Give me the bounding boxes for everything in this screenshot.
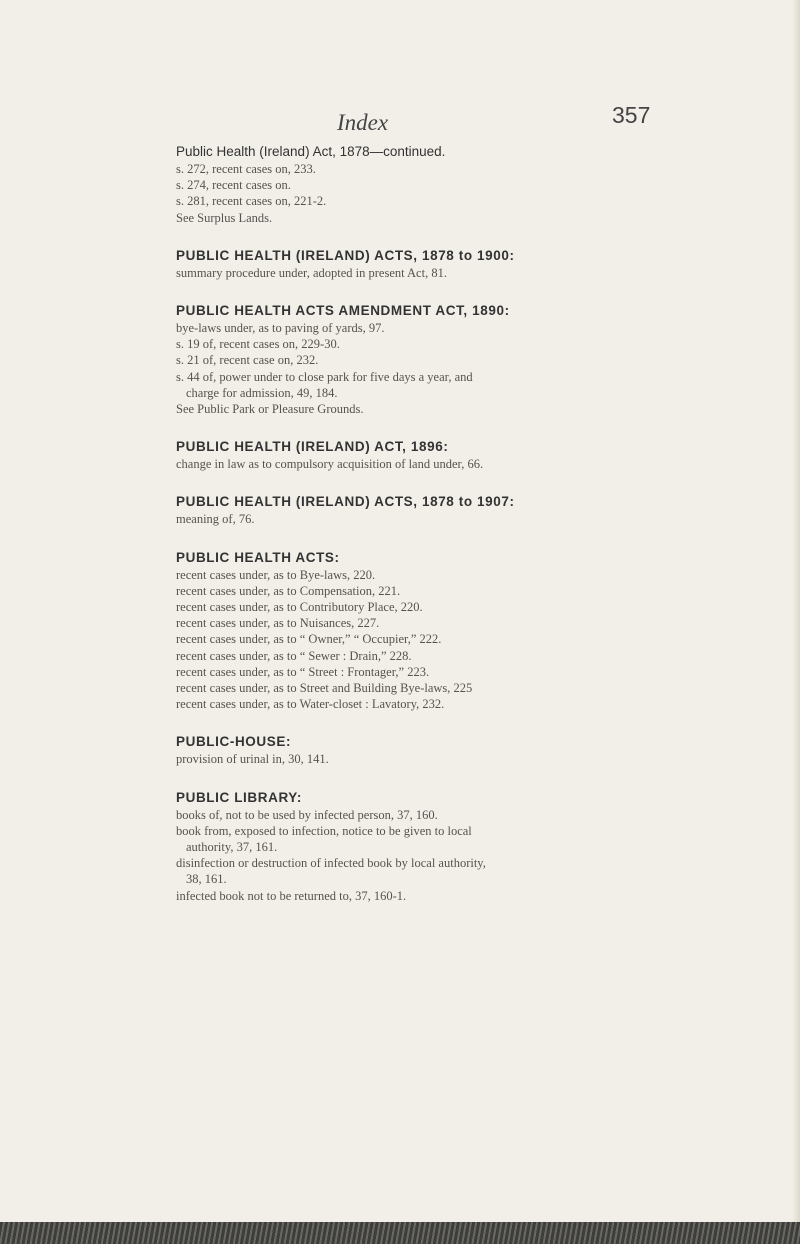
index-entry	[176, 734, 736, 767]
entry-heading: PUBLIC HEALTH ACTS AMENDMENT ACT, 1890:	[176, 303, 510, 319]
entry-line: books of, not to be used by infected person, 37, 160.	[176, 807, 438, 822]
entry-line: s. 281, recent cases on, 221-2.	[176, 194, 327, 209]
index-entry	[176, 303, 736, 417]
index-entry	[176, 439, 736, 472]
running-head	[0, 102, 800, 140]
page-edge	[792, 0, 800, 1244]
entry-line: meaning of, 76.	[176, 512, 255, 527]
entry-line: disinfection or destruction of infected book by local authority,	[176, 856, 486, 871]
entry-line: authority, 37, 161.	[186, 840, 278, 855]
entry-line: s. 21 of, recent case on, 232.	[176, 353, 319, 368]
entry-line: provision of urinal in, 30, 141.	[176, 752, 329, 767]
index-entry	[176, 494, 736, 527]
index-entry	[176, 550, 736, 713]
entry-line: book from, exposed to infection, notice to be given to local	[176, 823, 472, 838]
entry-line: infected book not to be returned to, 37, 160-1.	[176, 888, 407, 903]
entry-line: s. 44 of, power under to close park for five days a year, and	[176, 369, 473, 384]
entry-line: See Public Park or Pleasure Grounds.	[176, 402, 364, 417]
entry-line: recent cases under, as to Compensation, 221.	[176, 583, 401, 598]
entry-line: recent cases under, as to “ Street : Frontager,” 223.	[176, 664, 430, 679]
entry-line: s. 274, recent cases on.	[176, 178, 291, 193]
entry-heading: PUBLIC LIBRARY:	[176, 789, 302, 805]
entry-line: bye-laws under, as to paving of yards, 97.	[176, 321, 385, 336]
entry-heading: PUBLIC HEALTH (IRELAND) ACTS, 1878 to 1900:	[176, 247, 515, 263]
entry-line: recent cases under, as to Bye-laws, 220.	[176, 567, 376, 582]
entry-line: change in law as to compulsory acquisition of land under, 66.	[176, 457, 484, 472]
entry-line: recent cases under, as to Water-closet : Lavatory, 232.	[176, 697, 445, 712]
entry-heading: PUBLIC HEALTH (IRELAND) ACTS, 1878 to 1907:	[176, 494, 515, 510]
scan-border	[0, 1222, 800, 1244]
entry-line: charge for admission, 49, 184.	[186, 385, 338, 400]
index-entry	[176, 248, 736, 281]
entry-heading: PUBLIC HEALTH ACTS:	[176, 549, 340, 565]
entry-line: summary procedure under, adopted in present Act, 81.	[176, 265, 447, 280]
index-entry	[176, 144, 736, 226]
entry-heading: Public Health (Ireland) Act, 1878—continued.	[176, 144, 446, 159]
entry-line: recent cases under, as to Nuisances, 227.	[176, 616, 380, 631]
index-entry	[176, 790, 736, 904]
entry-line: 38, 161.	[186, 872, 227, 887]
running-title: Index	[337, 110, 389, 135]
entry-line: recent cases under, as to “ Owner,” “ Occupier,” 222.	[176, 632, 442, 647]
entry-heading: PUBLIC-HOUSE:	[176, 734, 292, 750]
page-number: 357	[612, 102, 651, 128]
entry-line: s. 272, recent cases on, 233.	[176, 162, 316, 176]
entry-line: s. 19 of, recent cases on, 229-30.	[176, 337, 340, 352]
entry-line: recent cases under, as to “ Sewer : Drain,” 228.	[176, 648, 412, 663]
entry-heading: PUBLIC HEALTH (IRELAND) ACT, 1896:	[176, 439, 449, 455]
entry-line: See Surplus Lands.	[176, 210, 273, 225]
entry-line: recent cases under, as to Street and Building Bye-laws, 225	[176, 681, 473, 696]
index-content	[176, 144, 736, 904]
entry-line: recent cases under, as to Contributory Place, 220.	[176, 600, 423, 615]
